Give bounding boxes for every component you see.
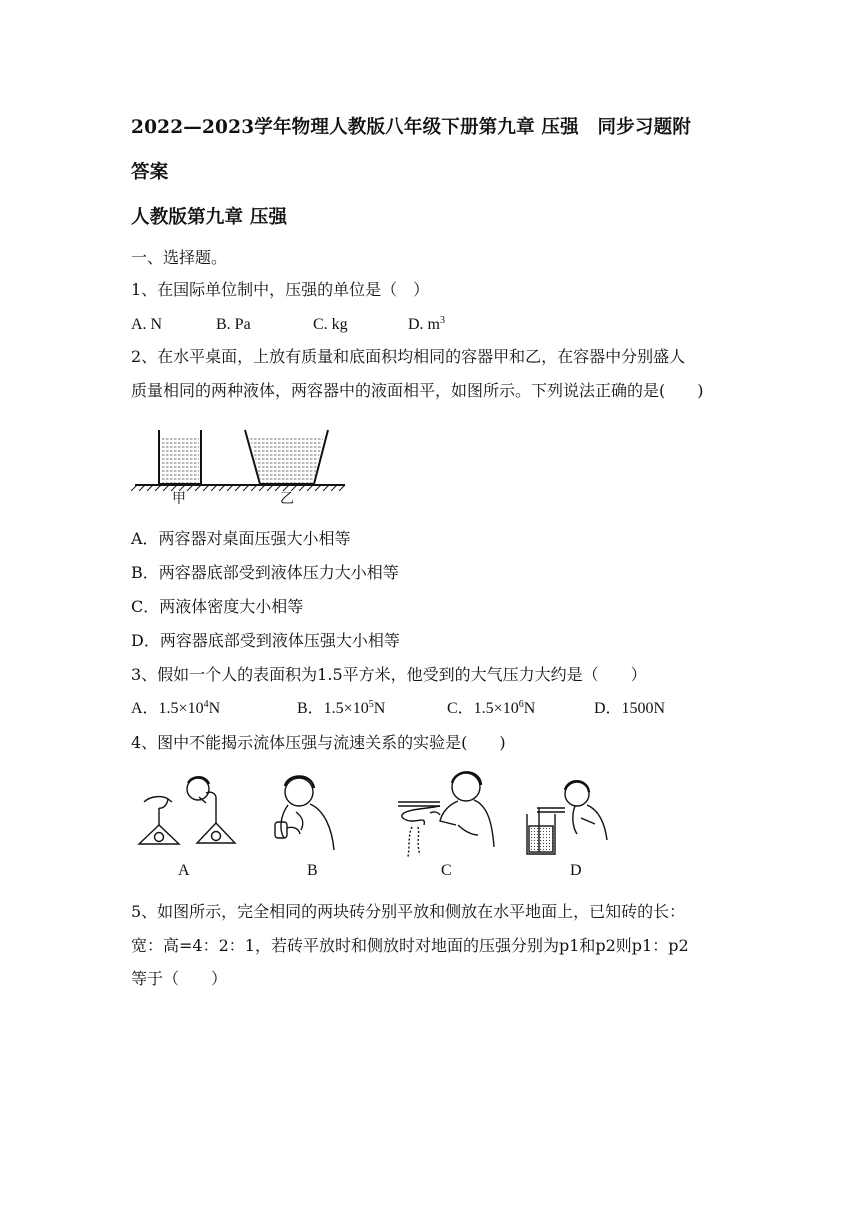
- experiment-c-label: C: [441, 862, 452, 879]
- experiment-c-illustration: [368, 765, 508, 860]
- container-label-right: 乙: [280, 491, 294, 507]
- question-1-option-b: B. Pa: [216, 316, 251, 333]
- document-title-line-1: 2022—2023学年物理人教版八年级下册第九章 压强 同步习题附: [131, 117, 692, 138]
- question-2-option-d: D．两容器底部受到液体压强大小相等: [131, 631, 400, 650]
- question-2-stem-line-1: 2、在水平桌面，上放有质量和底面积均相同的容器甲和乙，在容器中分别盛人: [131, 347, 686, 366]
- section-heading: 一、选择题。: [131, 248, 228, 267]
- experiment-b-label: B: [307, 862, 318, 879]
- question-1-stem: 1、在国际单位制中，压强的单位是（ ）: [131, 280, 430, 299]
- experiment-a-illustration: [132, 775, 252, 860]
- experiment-d-illustration: [515, 770, 610, 860]
- experiment-d-label: D: [570, 862, 582, 879]
- container-figure: [135, 425, 345, 515]
- question-3-option-c: C．$1.5\times 10^6N$: [447, 699, 536, 717]
- container-label-left: 甲: [172, 491, 186, 507]
- question-3-option-b: B．$1.5\times 10^5N$: [297, 699, 386, 717]
- experiment-b-illustration: [266, 770, 351, 860]
- document-title-line-2: 答案: [131, 162, 169, 183]
- question-3-option-a: A．$1.5\times 10^4N$: [131, 699, 221, 717]
- experiment-a-label: A: [178, 862, 190, 879]
- question-2-option-b: B．两容器底部受到液体压力大小相等: [131, 563, 399, 582]
- question-2-stem-line-2: 质量相同的两种液体，两容器中的液面相平，如图所示。下列说法正确的是( ): [131, 381, 704, 400]
- question-1-option-d: D. $m^3$: [408, 315, 445, 333]
- question-3-stem: 3、假如一个人的表面积为1.5平方米，他受到的大气压力大约是（ ）: [131, 665, 647, 684]
- question-2-option-a: A．两容器对桌面压强大小相等: [131, 529, 351, 548]
- question-4-stem: 4、图中不能揭示流体压强与流速关系的实验是( ): [131, 733, 506, 752]
- chapter-subtitle: 人教版第九章 压强: [131, 207, 288, 228]
- question-3-option-d: D．1500N: [594, 700, 666, 717]
- question-2-option-c: C．两液体密度大小相等: [131, 597, 304, 616]
- question-1-option-a: A. N: [131, 316, 163, 333]
- question-5-stem-line-2: 宽：高=4：2：1，若砖平放时和侧放时对地面的压强分别为p1和p2则p1：p2: [131, 936, 689, 955]
- question-5-stem-line-3: 等于（ ）: [131, 969, 228, 988]
- question-5-stem-line-1: 5、如图所示，完全相同的两块砖分别平放和侧放在水平地面上，已知砖的长：: [131, 902, 686, 921]
- question-1-option-c: C. kg: [313, 316, 348, 333]
